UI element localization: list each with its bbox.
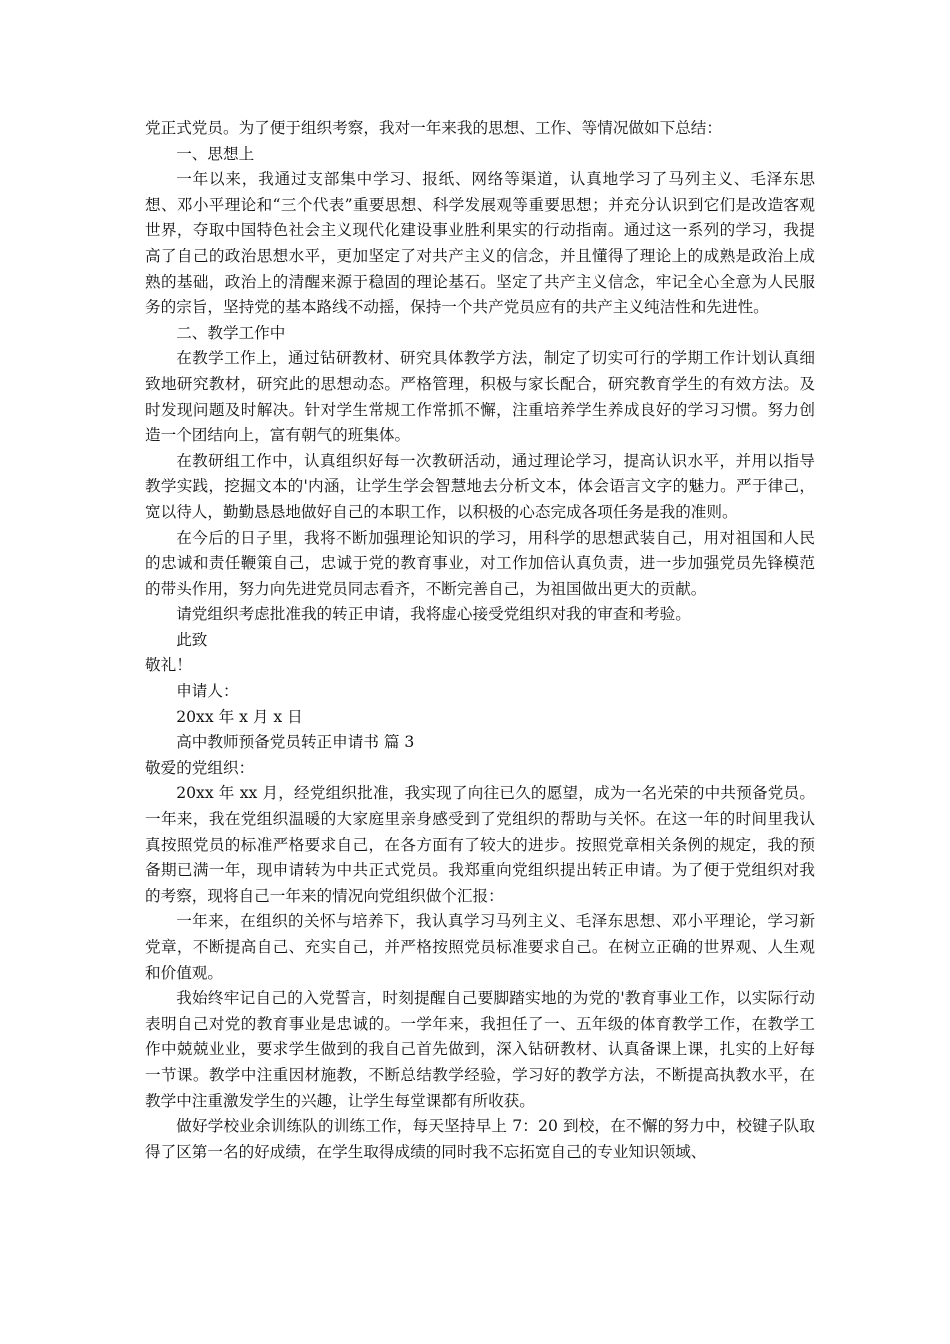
paragraph-11: 申请人： [176,682,239,701]
paragraph-13: 高中教师预备党员转正申请书 篇 3 [176,733,415,752]
paragraph-18: 做好学校业余训练队的训练工作，每天坚持早上 7：20 到校，在不懈的努力中，校键子队取得了区第一名的好成绩，在学生取得成绩的同时我不忘拓宽自己的专业知识领域、 [145,1117,815,1161]
paragraph-8: 请党组织考虑批准我的转正申请，我将虚心接受党组织对我的审查和考验。 [176,605,691,624]
paragraph-9: 此致 [176,630,208,649]
document-page [145,116,815,1165]
paragraph-3: 一年以来，我通过支部集中学习、报纸、网络等渠道，认真地学习了马列主义、毛泽东思想、邓小平理论和“三个代表”重要思想、科学发展观等重要思想；并充分认识到它们是改造客观世界，夺取中国特色社会主义现代化建设事业胜利果实的行动指南。通过这一系列的学习，我提高了自己的政治思想水平，更加坚定了对共产主义的信念，并且懂得了理论上的成熟是政治上成熟的基础，政治上的清醒来源于稳固的理论基石。坚定了共产主义信念，牢记全心全意为人民服务的宗旨，坚持党的基本路线不动摇，保持一个共产党员应有的共产主义纯洁性和先进性。 [145,170,815,317]
paragraph-10: 敬礼！ [145,656,192,675]
paragraph-6: 在教研组工作中，认真组织好每一次教研活动，通过理论学习，提高认识水平，并用以指导教学实践，挖掘文本的'内涵，让学生学会智慧地去分析文本，体会语言文字的魅力。严于律己，宽以待人，勤勤恳恳地做好自己的本职工作，以积极的心态完成各项任务是我的准则。 [145,451,815,521]
paragraph-2: 一、思想上 [176,144,255,163]
paragraph-17: 我始终牢记自己的入党誓言，时刻提醒自己要脚踏实地的为党的'教育事业工作，以实际行动表明自己对党的教育事业是忠诚的。一学年来，我担任了一、五年级的体育教学工作，在教学工作中兢兢业业，要求学生做到的我自己首先做到，深入钻研教材、认真备课上课，扎实的上好每一节课。教学中注重因材施教，不断总结教学经验，学习好的教学方法，不断提高执教水平，在教学中注重激发学生的兴趣，让学生每堂课都有所收获。 [145,989,815,1110]
paragraph-16: 一年来，在组织的关怀与培养下，我认真学习马列主义、毛泽东思想、邓小平理论，学习新党章，不断提高自己、充实自己，并严格按照党员标准要求自己。在树立正确的世界观、人生观和价值观。 [145,912,815,982]
paragraph-1: 党正式党员。为了便于组织考察，我对一年来我的思想、工作、等情况做如下总结： [145,119,722,137]
paragraph-5: 在教学工作上，通过钻研教材、研究具体教学方法，制定了切实可行的学期工作计划认真细致地研究教材，研究此的思想动态。严格管理，积极与家长配合，研究教育学生的有效方法。及时发现问题及时解决。针对学生常规工作常抓不懈，注重培养学生养成良好的学习习惯。努力创造一个团结向上，富有朝气的班集体。 [145,349,815,445]
paragraph-7: 在今后的日子里，我将不断加强理论知识的学习，用科学的思想武装自己，用对祖国和人民的忠诚和责任鞭策自己，忠诚于党的教育事业，对工作加倍认真负责，进一步加强党员先锋模范的带头作用，努力向先进党员同志看齐，不断完善自己，为祖国做出更大的贡献。 [145,528,815,598]
paragraph-12: 20xx 年 x 月 x 日 [176,707,303,726]
paragraph-4: 二、教学工作中 [176,323,286,342]
paragraph-15: 20xx 年 xx 月，经党组织批准，我实现了向往已久的愿望，成为一名光荣的中共预备党员。一年来，我在党组织温暖的大家庭里亲身感受到了党组织的帮助与关怀。在这一年的时间里我认真按照党员的标准严格要求自己，在各方面有了较大的进步。按照党章相关条例的规定，我的预备期已满一年，现申请转为中共正式党员。我郑重向党组织提出转正申请。为了便于党组织对我的考察，现将自己一年来的情况向党组织做个汇报： [145,784,815,905]
paragraph-14: 敬爱的党组织： [145,758,255,777]
